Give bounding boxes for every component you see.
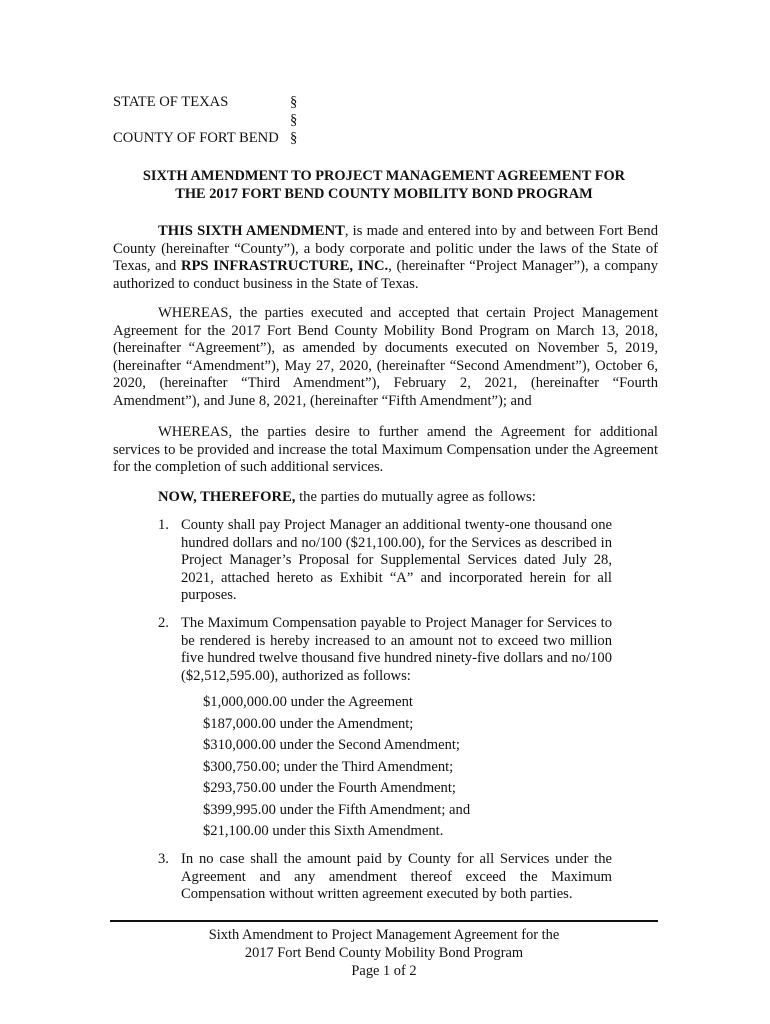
whereas-paragraph-1: WHEREAS, the parties executed and accepted that certain Project Management Agreement for the 2017 Fort Bend County Mobility Bond Program on March 13, 2018, (hereinafter “Agreement”), as amended by documents executed on November 5, 2019, (hereinafter “Amendment”), May 27, 2020, (hereinafter “Second Amendment”), October 6, 2020, (hereinafter “Third Amendment”), February 2, 2021, (hereinafter “Fourth Amendment”), and June 8, 2021, (hereinafter “Fifth Amendment”); and bbox=[113, 305, 658, 409]
company-name: RPS INFRASTRUCTURE, INC. bbox=[180, 258, 389, 275]
intro-lead: THIS SIXTH AMENDMENT bbox=[158, 223, 345, 239]
page-footer bbox=[110, 926, 658, 980]
now-therefore-text: the parties do mutually agree as follows: bbox=[295, 489, 536, 505]
footer-line-1: Sixth Amendment to Project Management Agreement for the bbox=[208, 927, 560, 943]
intro-text-2: , (hereinafter “Project Manager”), a company authorized to conduct business in the State of Texas. bbox=[113, 258, 658, 292]
intro-text-1: , is made and entered into by and between Fort Bend County (hereinafter “County”), a body corporate and politic under the laws of the State of Texas, and bbox=[113, 223, 659, 275]
now-therefore-lead: NOW, THEREFORE, bbox=[158, 489, 296, 505]
document-title bbox=[110, 167, 658, 203]
list-item bbox=[158, 615, 612, 685]
caption-county: COUNTY OF FORT BEND bbox=[113, 130, 279, 146]
amount-line: $1,000,000.00 under the Agreement bbox=[203, 694, 413, 710]
amount-line: $187,000.00 under the Amendment; bbox=[203, 715, 414, 732]
list-item-number: 2. bbox=[158, 615, 169, 631]
amount-line: $310,000.00 under the Second Amendment; bbox=[203, 737, 460, 753]
title-line-1: SIXTH AMENDMENT TO PROJECT MANAGEMENT AGREEMENT FOR bbox=[142, 168, 626, 184]
section-mark: § bbox=[290, 130, 298, 146]
list-item-number: 3. bbox=[158, 851, 169, 867]
amount-line: $21,100.00 under this Sixth Amendment. bbox=[203, 823, 444, 839]
caption-state: STATE OF TEXAS bbox=[113, 94, 229, 110]
compensation-amounts bbox=[203, 692, 470, 843]
amount-line: $399,995.00 under the Fifth Amendment; and bbox=[203, 801, 471, 818]
footer-line-2: 2017 Fort Bend County Mobility Bond Program bbox=[244, 945, 524, 961]
list-item bbox=[158, 517, 612, 605]
list-item-text: County shall pay Project Manager an additional twenty-one thousand one hundred dollars and no/100 ($21,100.00), for the Services as described in Project Manager’s Proposal for Supplemental Services dated July 28, 2021, attached hereto as Exhibit “A” and incorporated herein for all purposes. bbox=[181, 517, 612, 604]
page-number: Page 1 of 2 bbox=[351, 963, 417, 979]
list-item-text: In no case shall the amount paid by County for all Services under the Agreement and any amendment thereof exceed the Maximum Compensation without written agreement executed by both parties. bbox=[181, 851, 612, 903]
amount-line: $300,750.00; under the Third Amendment; bbox=[203, 758, 454, 775]
footer-divider bbox=[110, 920, 658, 922]
list-item-text: The Maximum Compensation payable to Project Manager for Services to be rendered is hereby increased to an amount not to exceed two million five hundred twelve thousand five hundred ninety-five dollars and no/100 ($2,512,595.00), authorized as follows: bbox=[181, 615, 612, 684]
title-line-2: THE 2017 FORT BEND COUNTY MOBILITY BOND PROGRAM bbox=[175, 186, 593, 202]
list-item-number: 1. bbox=[158, 517, 169, 533]
whereas-paragraph-2: WHEREAS, the parties desire to further amend the Agreement for additional services to be provided and increase the total Maximum Compensation under the Agreement for the completion of such additional services. bbox=[113, 424, 658, 476]
intro-paragraph bbox=[113, 223, 658, 293]
list-item bbox=[158, 851, 612, 904]
now-therefore-paragraph bbox=[113, 489, 658, 507]
amount-line: $293,750.00 under the Fourth Amendment; bbox=[203, 780, 456, 796]
section-mark: § bbox=[290, 94, 298, 110]
section-mark: § bbox=[290, 112, 298, 128]
